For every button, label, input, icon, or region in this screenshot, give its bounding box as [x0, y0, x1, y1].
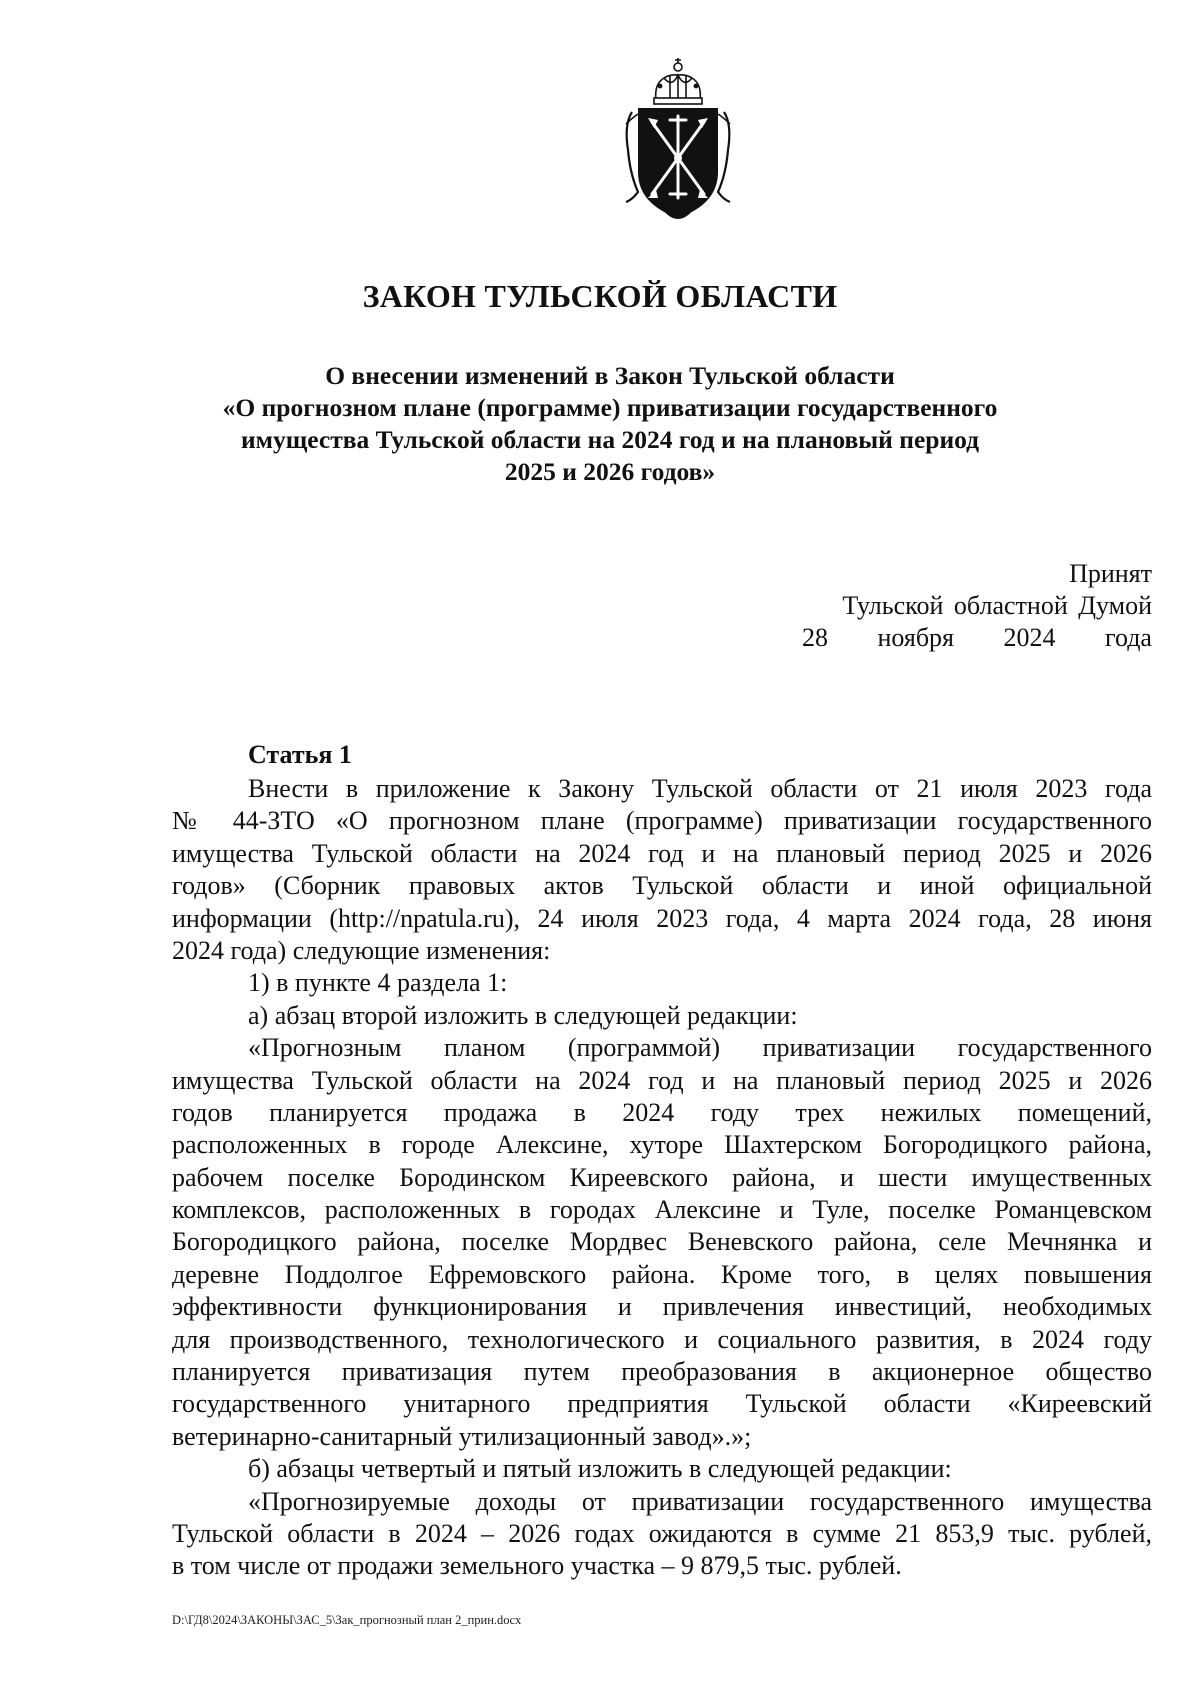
document-title: ЗАКОН ТУЛЬСКОЙ ОБЛАСТИ: [362, 278, 838, 314]
body-line: № 44-ЗТО «О прогнозном плане (программе) приватизации государственного: [172, 806, 1152, 836]
document-subtitle: [150, 360, 1070, 488]
adopted-by: Тульской областной Думой: [842, 591, 1152, 620]
body-line: деревне Поддолгое Ефремовского района. Кроме того, в целях повышения: [172, 1259, 1152, 1289]
adopted-label: Принят: [1069, 559, 1152, 588]
body-line: 1) в пункте 4 раздела 1:: [248, 968, 508, 998]
adoption-block: [800, 558, 1152, 654]
tula-coat-of-arms-icon: [618, 54, 738, 224]
adoption-date: [800, 622, 1152, 654]
body-line: информации (http://npatula.ru), 24 июля 2023 года, 4 марта 2024 года, 28 июня: [172, 903, 1152, 933]
body-line: имущества Тульской области на 2024 год и на плановый период 2025 и 2026: [172, 1065, 1152, 1095]
body-line: расположенных в городе Алексине, хуторе Шахтерском Богородицкого района,: [172, 1130, 1152, 1160]
body-line: б) абзацы четвертый и пятый изложить в следующей редакции:: [248, 1454, 952, 1484]
body-line: планируется приватизация путем преобразования в акционерное общество: [172, 1357, 1152, 1387]
body-line: для производственного, технологического и социального развития, в 2024 году: [172, 1324, 1152, 1354]
body-line: комплексов, расположенных в городах Алексине и Туле, поселке Романцевском: [172, 1195, 1152, 1225]
subtitle-line: «О прогнозном плане (программе) приватизации государственного: [222, 393, 998, 422]
adoption-day: 28: [802, 623, 828, 652]
body-line: рабочем поселке Бородинском Киреевского района, и шести имущественных: [172, 1162, 1152, 1192]
body-line: а) абзац второй изложить в следующей редакции:: [248, 1000, 798, 1030]
body-line: ветеринарно-санитарный утилизационный завод».»;: [172, 1421, 752, 1451]
adoption-month: ноября: [877, 623, 955, 652]
subtitle-line: 2025 и 2026 годов»: [504, 457, 716, 486]
subtitle-line: имущества Тульской области на 2024 год и на плановый период: [240, 425, 980, 454]
body-line: годов» (Сборник правовых актов Тульской области и иной официальной: [172, 871, 1152, 901]
body-line: 2024 года) следующие изменения:: [172, 935, 551, 965]
body-line: «Прогнозируемые доходы от приватизации государственного имущества: [248, 1486, 1152, 1516]
article-title: Статья 1: [248, 740, 352, 769]
body-line: имущества Тульской области на 2024 год и на плановый период 2025 и 2026: [172, 838, 1152, 868]
body-line: эффективности функционирования и привлечения инвестиций, необходимых: [172, 1292, 1152, 1322]
footer-file-path: D:\ГД8\2024\ЗАКОНЫ\ЗАС_5\Зак_прогнозный план 2_прин.docx: [172, 1613, 522, 1627]
body-line: «Прогнозным планом (программой) приватизации государственного: [248, 1033, 1152, 1063]
body-line: в том числе от продажи земельного участка – 9 879,5 тыс. рублей.: [172, 1551, 902, 1581]
body-line: годов планируется продажа в 2024 году трех нежилых помещений,: [172, 1097, 1152, 1127]
article-body: [172, 773, 1152, 1583]
body-line: Тульской области в 2024 – 2026 годах ожидаются в сумме 21 853,9 тыс. рублей,: [172, 1518, 1152, 1548]
subtitle-line: О внесении изменений в Закон Тульской области: [325, 361, 895, 390]
body-line: Богородицкого района, поселке Мордвес Веневского района, селе Мечнянка и: [172, 1227, 1152, 1257]
body-line: государственного унитарного предприятия Тульской области «Киреевский: [172, 1389, 1152, 1419]
adoption-year: 2024: [1003, 623, 1056, 652]
body-line: Внести в приложение к Закону Тульской области от 21 июля 2023 года: [248, 774, 1152, 803]
adoption-year-word: года: [1104, 623, 1152, 652]
